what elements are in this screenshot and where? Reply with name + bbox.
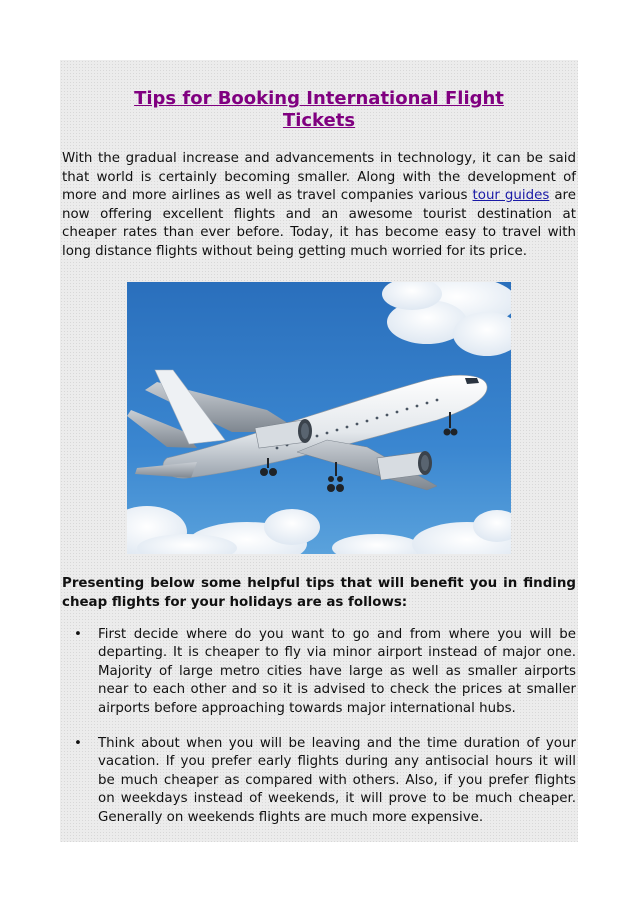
tips-list <box>62 626 576 844</box>
airplane-photo <box>127 282 511 554</box>
tip-text: First decide where do you want to go and from where you will be departing. It is cheaper to fly via minor airport instead of major one. Majority of large metro cities have large as well as smaller airports near to each other and so it is advised to check the prices at smaller airports before approaching towards major international hubs. <box>98 627 576 716</box>
intro-paragraph <box>62 150 576 262</box>
title-line-2: Tickets <box>282 110 356 131</box>
title-line-1: Tips for Booking International Flight <box>134 88 504 109</box>
intro-text-end: are now offering excellent flights and an awesome tourist destination at cheaper rates than ever before. Today, it has become easy to travel with long distance flights without being getting much worried for its price. <box>62 188 576 259</box>
intro-text-start: With the gradual increase and advancements in technology, it can be said that world is certainly becoming smaller. Along with the development of more and more airlines as well as travel companies various <box>62 151 576 204</box>
tips-intro-heading: Presenting below some helpful tips that will benefit you in finding cheap flights for your holidays are as follows: <box>62 576 576 610</box>
tip-text: Think about when you will be leaving and the time duration of your vacation. If you prefer early flights during any antisocial hours it will be much cheaper as compared with others. Also, if you prefer flights on weekdays instead of weekends, it will prove to be much cheaper. Generally on weekends flights are much more expensive. <box>98 736 576 825</box>
list-item <box>62 626 576 718</box>
bullet-icon: • <box>74 627 82 642</box>
tour-guides-link[interactable]: tour guides <box>472 188 550 204</box>
bullet-icon: • <box>74 736 82 752</box>
document-page <box>60 60 578 842</box>
list-item <box>62 735 576 827</box>
page-title <box>60 88 578 132</box>
